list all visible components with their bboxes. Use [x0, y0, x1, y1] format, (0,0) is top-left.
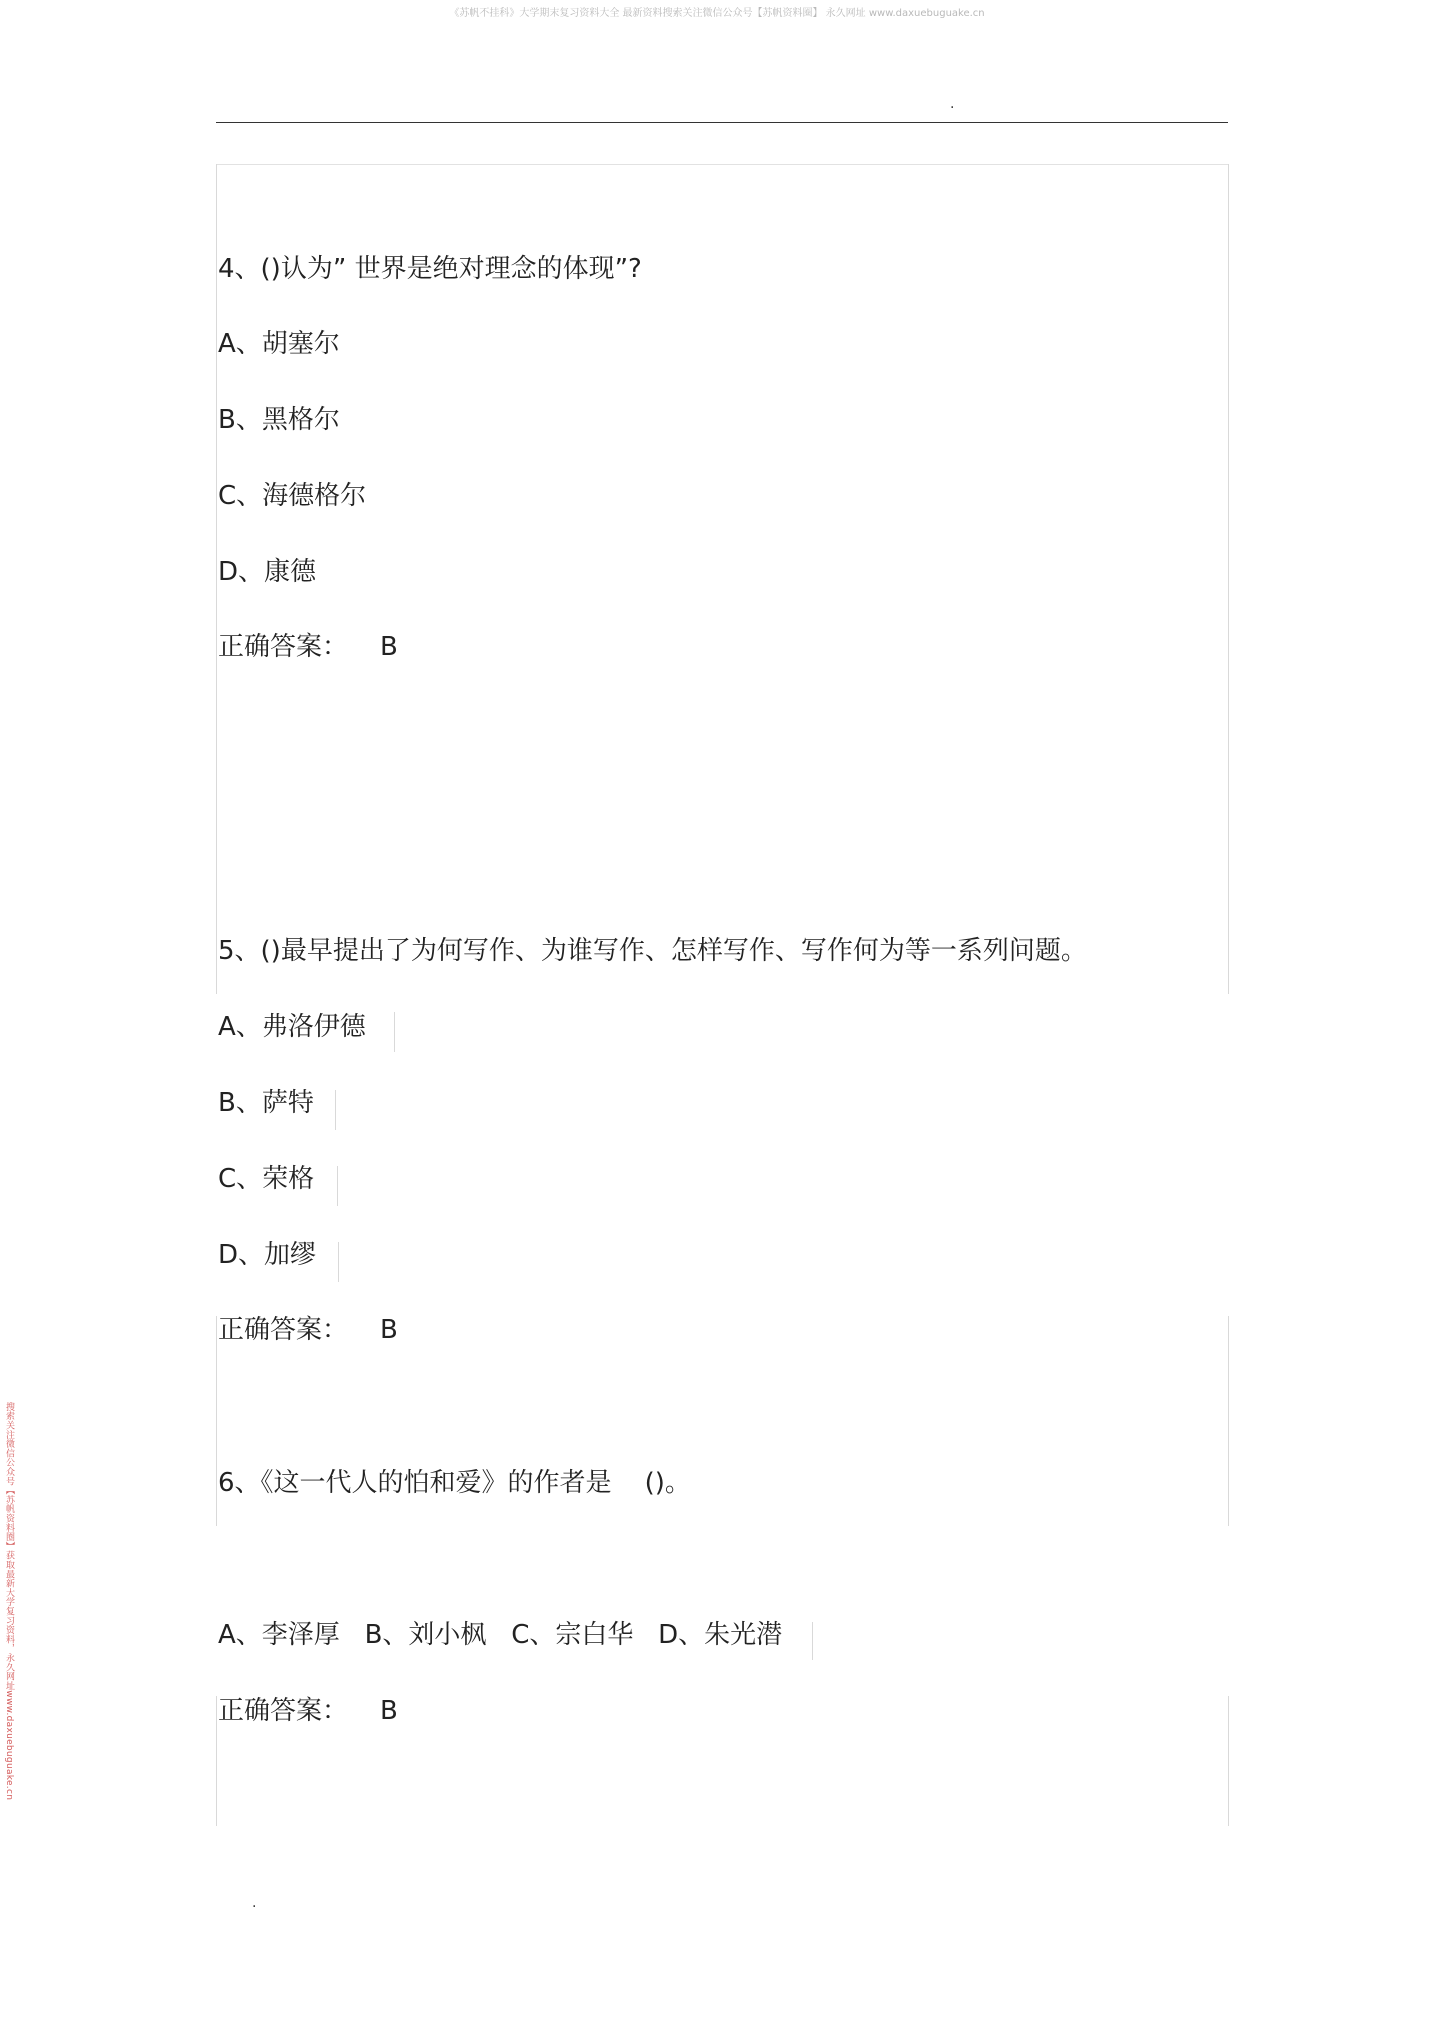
table-left-border — [216, 1696, 217, 1826]
question-4-answer-label: 正确答案： — [218, 632, 349, 662]
question-5-option-b: B、萨特 — [218, 1088, 314, 1118]
table-right-border — [1228, 1316, 1229, 1526]
question-5-option-a: A、弗洛伊德 — [218, 1012, 366, 1042]
question-6-answer: B — [380, 1696, 398, 1726]
question-6-answer-label: 正确答案： — [218, 1696, 349, 1726]
side-watermark: 搜索关注微信公众号【苏帆资料圈】获取最新大学复习资料，永久网址www.daxuebuguake.cn — [4, 1402, 14, 1801]
cell-border — [394, 1012, 395, 1052]
question-6-stem: 6、《这一代人的怕和爱》的作者是 ()。 — [218, 1468, 691, 1498]
question-4-stem: 4、()认为” 世界是绝对理念的体现”? — [218, 254, 642, 284]
cell-border — [335, 1090, 336, 1130]
question-5-answer: B — [380, 1315, 398, 1345]
footer-dot: . — [252, 1895, 257, 1911]
question-4-option-d: D、康德 — [218, 557, 317, 587]
question-4-option-b: B、黑格尔 — [218, 405, 340, 435]
table-left-border — [216, 1316, 217, 1526]
cell-border — [337, 1166, 338, 1206]
table-top-border — [216, 164, 1228, 165]
cell-border — [812, 1622, 813, 1660]
header-rule — [216, 122, 1228, 123]
table-right-border — [1228, 1696, 1229, 1826]
question-4-option-a: A、胡塞尔 — [218, 329, 340, 359]
top-watermark: 《苏帆不挂科》大学期末复习资料大全 最新资料搜索关注微信公众号【苏帆资料圈】 永久网址 www.daxuebuguake.cn — [449, 8, 985, 19]
question-5-answer-label: 正确答案： — [218, 1315, 349, 1345]
table-left-border — [216, 164, 217, 994]
question-4-option-c: C、海德格尔 — [218, 481, 367, 511]
table-right-border — [1228, 164, 1229, 994]
header-dot: . — [950, 96, 955, 112]
question-4-answer: B — [380, 632, 398, 662]
question-5-option-d: D、加缪 — [218, 1240, 317, 1270]
cell-border — [338, 1242, 339, 1282]
question-5-option-c: C、荣格 — [218, 1164, 315, 1194]
question-5-stem: 5、()最早提出了为何写作、为谁写作、怎样写作、写作何为等一系列问题。 — [218, 936, 1087, 966]
question-6-options: A、李泽厚 B、刘小枫 C、宗白华 D、朱光潜 — [218, 1620, 783, 1650]
